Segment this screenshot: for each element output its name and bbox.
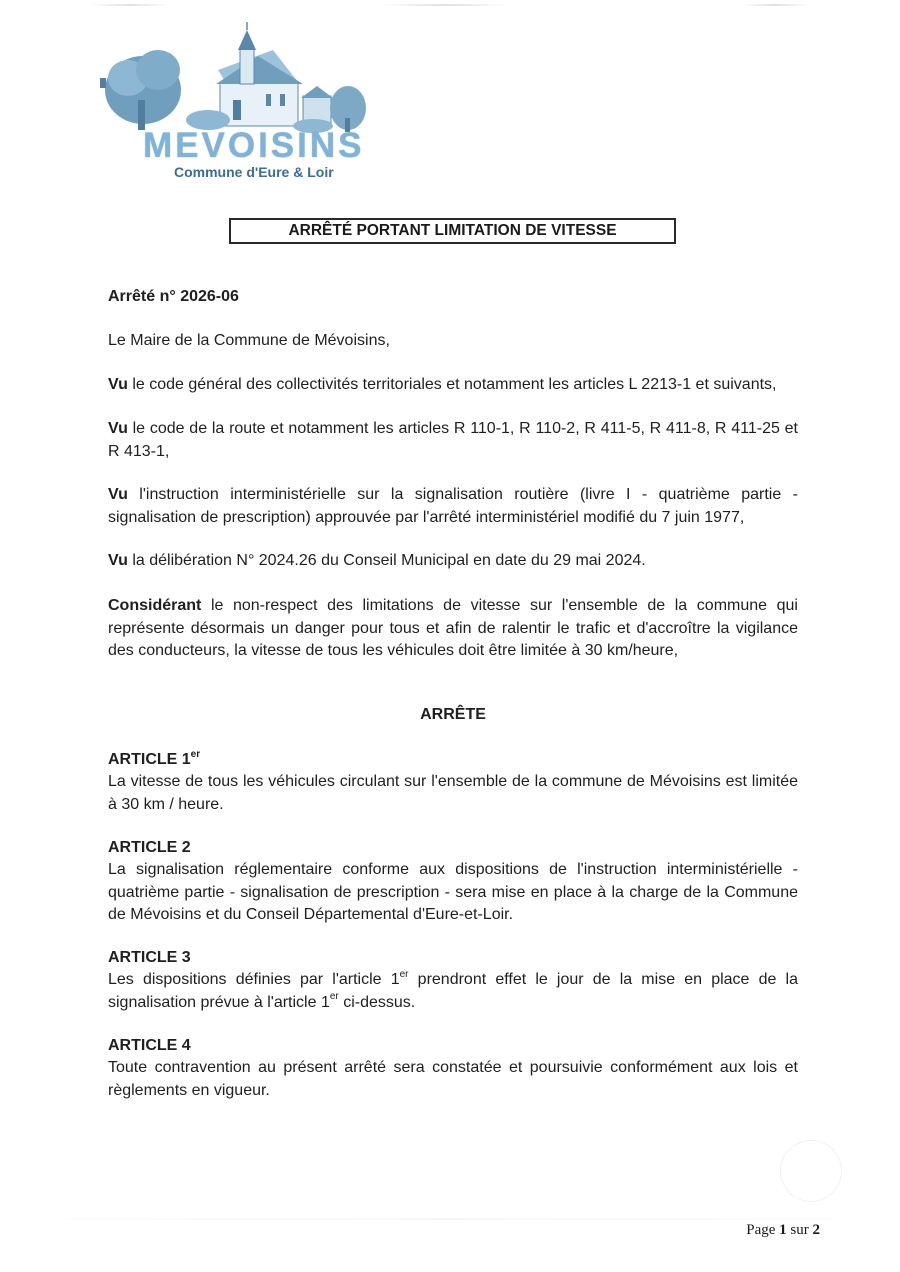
vu-text: le code général des collectivités territoriales et notamment les articles L 2213-1 et suivants, [132,376,777,393]
vu-paragraph-4 [108,550,798,573]
scan-artifact [90,4,170,6]
vu-paragraph-3 [108,484,798,529]
decree-intro: Le Maire de la Commune de Mévoisins, [108,332,390,349]
article-3-text-part: Les dispositions définies par l'article 1 [108,971,400,988]
scan-artifact [0,1218,900,1220]
vu-label: Vu [108,552,128,569]
vu-label: Vu [108,376,128,393]
superscript-er: er [329,991,339,1003]
page-current: 1 [779,1222,787,1238]
decree-number: Arrêté n° 2026-06 [108,288,239,305]
vu-label: Vu [108,486,128,503]
vu-text: la délibération N° 2024.26 du Conseil Municipal en date du 29 mai 2024. [132,552,646,569]
article-4-text: Toute contravention au présent arrêté sera constatée et poursuivie conformément aux lois et règlements en vigueur. [108,1059,798,1099]
article-1-title [108,749,798,772]
article-1-label: ARTICLE 1 [108,751,191,768]
superscript-er: er [399,968,409,980]
commune-logo [98,20,368,185]
article-4-title: ARTICLE 4 [108,1037,191,1054]
vu-label: Vu [108,420,128,437]
article-2-text: La signalisation réglementaire conforme aux dispositions de l'instruction interministérielle - quatrième partie - signalisation de prescription - sera mise en place à la charge de la Commune de Mévoisins et du Conseil Départemental d'Eure-et-Loir. [108,861,798,923]
article-2-title: ARTICLE 2 [108,839,191,856]
superscript-er: er [190,748,201,760]
considerant-paragraph [108,595,798,663]
article-3-title: ARTICLE 3 [108,949,191,966]
church-trees-illustration [98,20,368,135]
page-label: Page [746,1222,776,1238]
article-3-text-part: prendront effet le jour de la mise en place de la signalisation prévue à l'article 1 [108,971,798,1011]
page-number [700,1222,820,1239]
vu-paragraph-2 [108,418,798,463]
article-3-text-part: ci-dessus. [338,993,416,1011]
vu-text: le code de la route et notamment les articles R 110-1, R 110-2, R 411-5, R 411-8, R 411-25 et R 413-1, [108,420,798,460]
logo-subtitle: Commune d'Eure & Loir [174,164,334,180]
scan-artifact [740,4,810,6]
scan-artifact [380,4,510,6]
vu-text: l'instruction interministérielle sur la signalisation routière (livre I - quatrième partie - signalisation de prescription) approuvée par l'arrêté interministériel modifié du 7 juin 1977, [108,486,798,526]
faint-stamp-trace [780,1140,842,1202]
logo-wordmark: MEVOISINS [143,126,365,165]
considerant-label: Considérant [108,597,202,614]
page-separator: sur [790,1222,809,1238]
article-1-text: La vitesse de tous les véhicules circulant sur l'ensemble de la commune de Mévoisins est limitée à 30 km / heure. [108,773,798,813]
document-title: ARRÊTÉ PORTANT LIMITATION DE VITESSE [229,218,676,244]
considerant-text: le non-respect des limitations de vitesse sur l'ensemble de la commune qui représente désormais un danger pour tous et afin de ralentir le trafic et d'accroître la vigilance des conducteurs, la vitesse de tous les véhicules doit être limitée à 30 km/heure, [108,597,798,659]
vu-paragraph-1 [108,374,798,397]
arrete-heading: ARRÊTE [420,706,486,723]
article-3-text [108,969,798,1014]
page-total: 2 [812,1222,820,1238]
